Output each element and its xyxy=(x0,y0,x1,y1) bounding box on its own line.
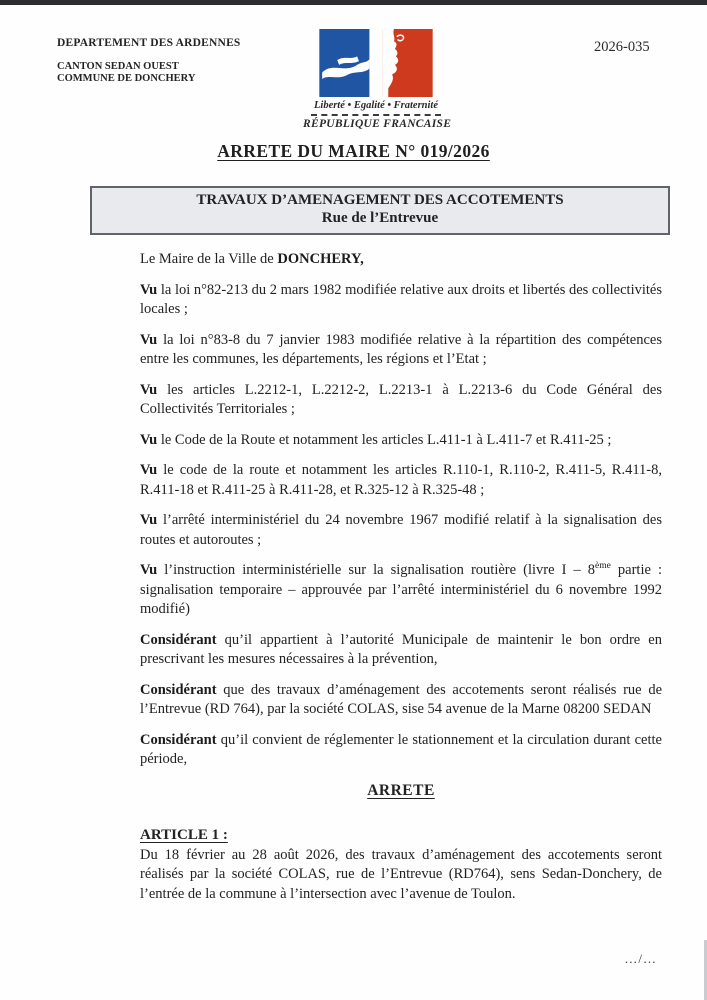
subject-line-2: Rue de l’Entrevue xyxy=(321,210,439,227)
canton-label: CANTON SEDAN OUEST xyxy=(57,61,179,72)
vu-paragraph-4: Vu le Code de la Route et notamment les articles L.411-1 à L.411-7 et R.411-25 ; xyxy=(140,431,612,448)
article-1-text: Du 18 février au 28 août 2026, des travaux d’aménagement des accotements seront réalisés par la société COLAS, rue de l’Entrevue (RD764), sens Sedan-Donchery, de l’entrée de la commune à l’intersection avec l’avenue de Toulon. xyxy=(140,846,662,902)
vu-paragraph-3: Vu les articles L.2212-1, L.2212-2, L.2213-1 à L.2213-6 du Code Général des Collectivités Territoriales ; xyxy=(140,381,662,417)
subject-line-1: TRAVAUX D’AMENAGEMENT DES ACCOTEMENTS xyxy=(196,192,564,208)
article-1-heading: ARTICLE 1 : xyxy=(140,827,228,843)
marianne-logo-icon xyxy=(319,29,433,97)
considerant-paragraph-2: Considérant que des travaux d’aménagement des accotements seront réalisés rue de l’Entrevue (RD 764), par la société COLAS, sise 54 avenue de la Marne 08200 SEDAN xyxy=(140,681,662,717)
logo-divider xyxy=(311,114,441,116)
commune-label: COMMUNE DE DONCHERY xyxy=(57,73,196,84)
vu-paragraph-2: Vu la loi n°83-8 du 7 janvier 1983 modifiée relative à la répartition des compétences entre les communes, les départements, les régions et l’Etat ; xyxy=(140,331,662,367)
header-issuer-block xyxy=(57,37,241,84)
arrete-heading: ARRETE xyxy=(367,781,435,799)
logo-republic-label: RÉPUBLIQUE FRANCAISE xyxy=(303,118,452,130)
scan-edge-artifact-top xyxy=(0,0,707,5)
commune-name-bold: DONCHERY, xyxy=(277,251,364,267)
vu-paragraph-6: Vu l’arrêté interministériel du 24 novembre 1967 modifié relatif à la signalisation des routes et autoroutes ; xyxy=(140,512,662,548)
logo-motto: Liberté • Egalité • Fraternité xyxy=(313,100,438,111)
vu-paragraph-5: Vu le code de la route et notamment les articles R.110-1, R.110-2, R.411-5, R.411-8, R.411-18 et R.411-25 à R.411-28, et R.325-12 à R.325-48 ; xyxy=(140,462,662,498)
considerant-paragraph-1: Considérant qu’il appartient à l’autorité Municipale de maintenir le bon ordre en prescrivant les mesures nécessaires à la prévention, xyxy=(140,631,662,667)
document-body xyxy=(140,250,662,904)
document-number: 2026-035 xyxy=(594,39,650,55)
decree-title: ARRETE DU MAIRE N° 019/2026 xyxy=(217,141,490,161)
vu-paragraph-7: Vu l’instruction interministérielle sur la signalisation routière (livre I – 8ème partie : signalisation temporaire – approuvée par l’arrêté interministériel du 6 novembre 1992 modifié) xyxy=(140,561,662,617)
superscript-eme: ème xyxy=(595,561,611,572)
vu-paragraph-1: Vu la loi n°82-213 du 2 mars 1982 modifiée relative aux droits et libertés des collectivités locales ; xyxy=(140,281,662,317)
continuation-mark: …/… xyxy=(624,951,657,966)
republique-francaise-logo xyxy=(303,29,452,130)
department-label: DEPARTEMENT DES ARDENNES xyxy=(57,37,241,49)
intro-paragraph: Le Maire de la Ville de DONCHERY, xyxy=(140,251,364,267)
subject-box xyxy=(90,186,670,235)
considerant-paragraph-3: Considérant qu’il convient de réglementer le stationnement et la circulation durant cette période, xyxy=(140,731,662,767)
